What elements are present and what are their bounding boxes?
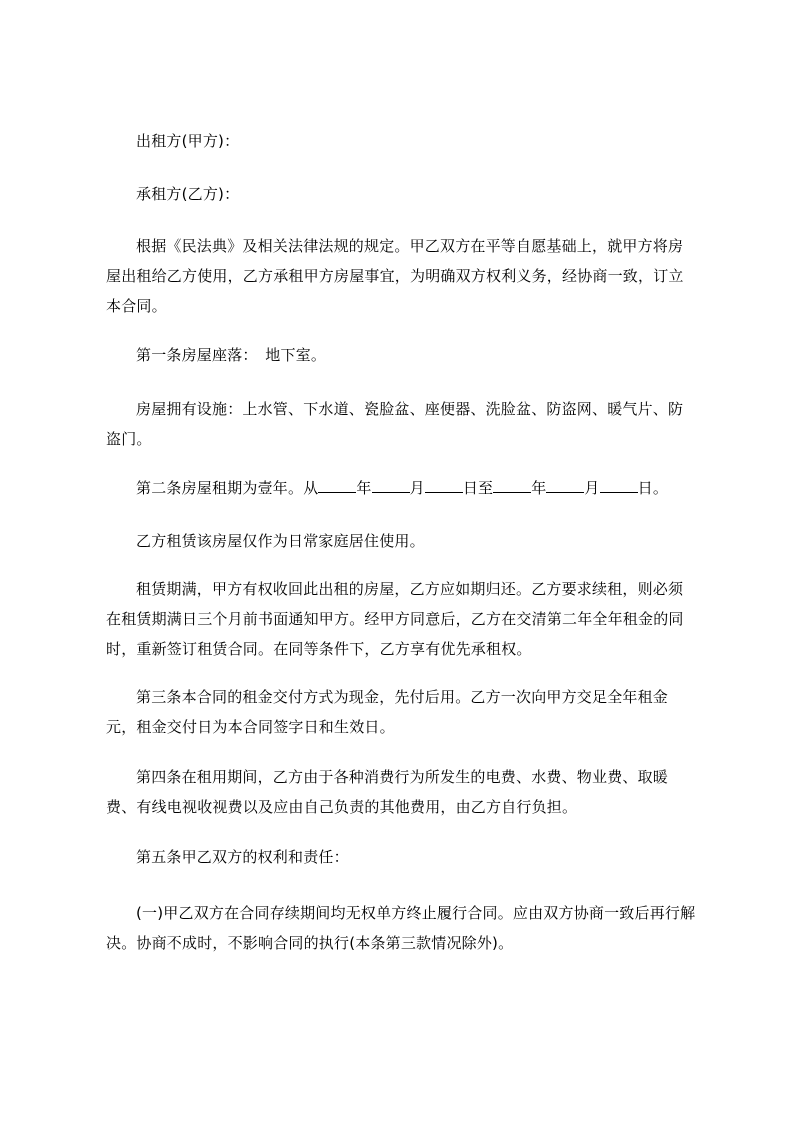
article4-paragraph: 第四条在租用期间，乙方由于各种消费行为所发生的电费、水费、物业费、取暖费、有线电视收视费以及应由自己负责的其他费用，由乙方自行负担。 (106, 768, 669, 816)
blank-field (493, 478, 531, 493)
article3-paragraph: 第三条本合同的租金交付方式为现金，先付后用。乙方一次向甲方交足全年租金元，租金交付日为本合同签字日和生效日。 (106, 688, 669, 736)
article2-year2: 年 (531, 479, 547, 497)
article5-heading: 第五条甲乙双方的权利和责任： (136, 848, 349, 866)
blank-field (425, 478, 463, 493)
article5-item1: (一)甲乙双方在合同存续期间均无权单方终止履行合同。应由双方协商一致后再行解决。协商不成时，不影响合同的执行(本条第三款情况除外)。 (106, 904, 696, 952)
blank-field (372, 478, 410, 493)
article2-year1: 年 (356, 479, 372, 497)
article2-month2: 月 (584, 479, 600, 497)
article1-location: 第一条房屋座落： 地下室。 (136, 346, 327, 364)
renewal-paragraph: 租赁期满，甲方有权收回此出租的房屋，乙方应如期归还。乙方要求续租，则必须在租赁期满日三个月前书面通知甲方。经甲方同意后，乙方在交清第二年全年租金的同时，重新签订租赁合同。在同等条件下，乙方享有优先承租权。 (106, 580, 684, 658)
article2-term (106, 473, 696, 503)
blank-field (546, 478, 584, 493)
blank-field (318, 478, 356, 493)
article2-day1: 日至 (462, 479, 494, 497)
article2-month1: 月 (409, 479, 425, 497)
lessee-line: 承租方(乙方)： (136, 185, 240, 203)
blank-field (600, 478, 638, 493)
usage-paragraph: 乙方租赁该房屋仅作为日常家庭居住使用。 (136, 532, 425, 550)
facilities-paragraph: 房屋拥有设施：上水管、下水道、瓷脸盆、座便器、洗脸盆、防盗网、暖气片、防盗门。 (106, 400, 684, 448)
article2-day2: 日。 (637, 479, 669, 497)
lessor-line: 出租方(甲方)： (136, 132, 240, 150)
preamble-paragraph: 根据《民法典》及相关法律法规的规定。甲乙双方在平等自愿基础上，就甲方将房屋出租给乙方使用，乙方承租甲方房屋事宜，为明确双方权利义务，经协商一致，订立本合同。 (106, 237, 684, 315)
article2-prefix: 第二条房屋租期为壹年。从 (136, 479, 319, 497)
